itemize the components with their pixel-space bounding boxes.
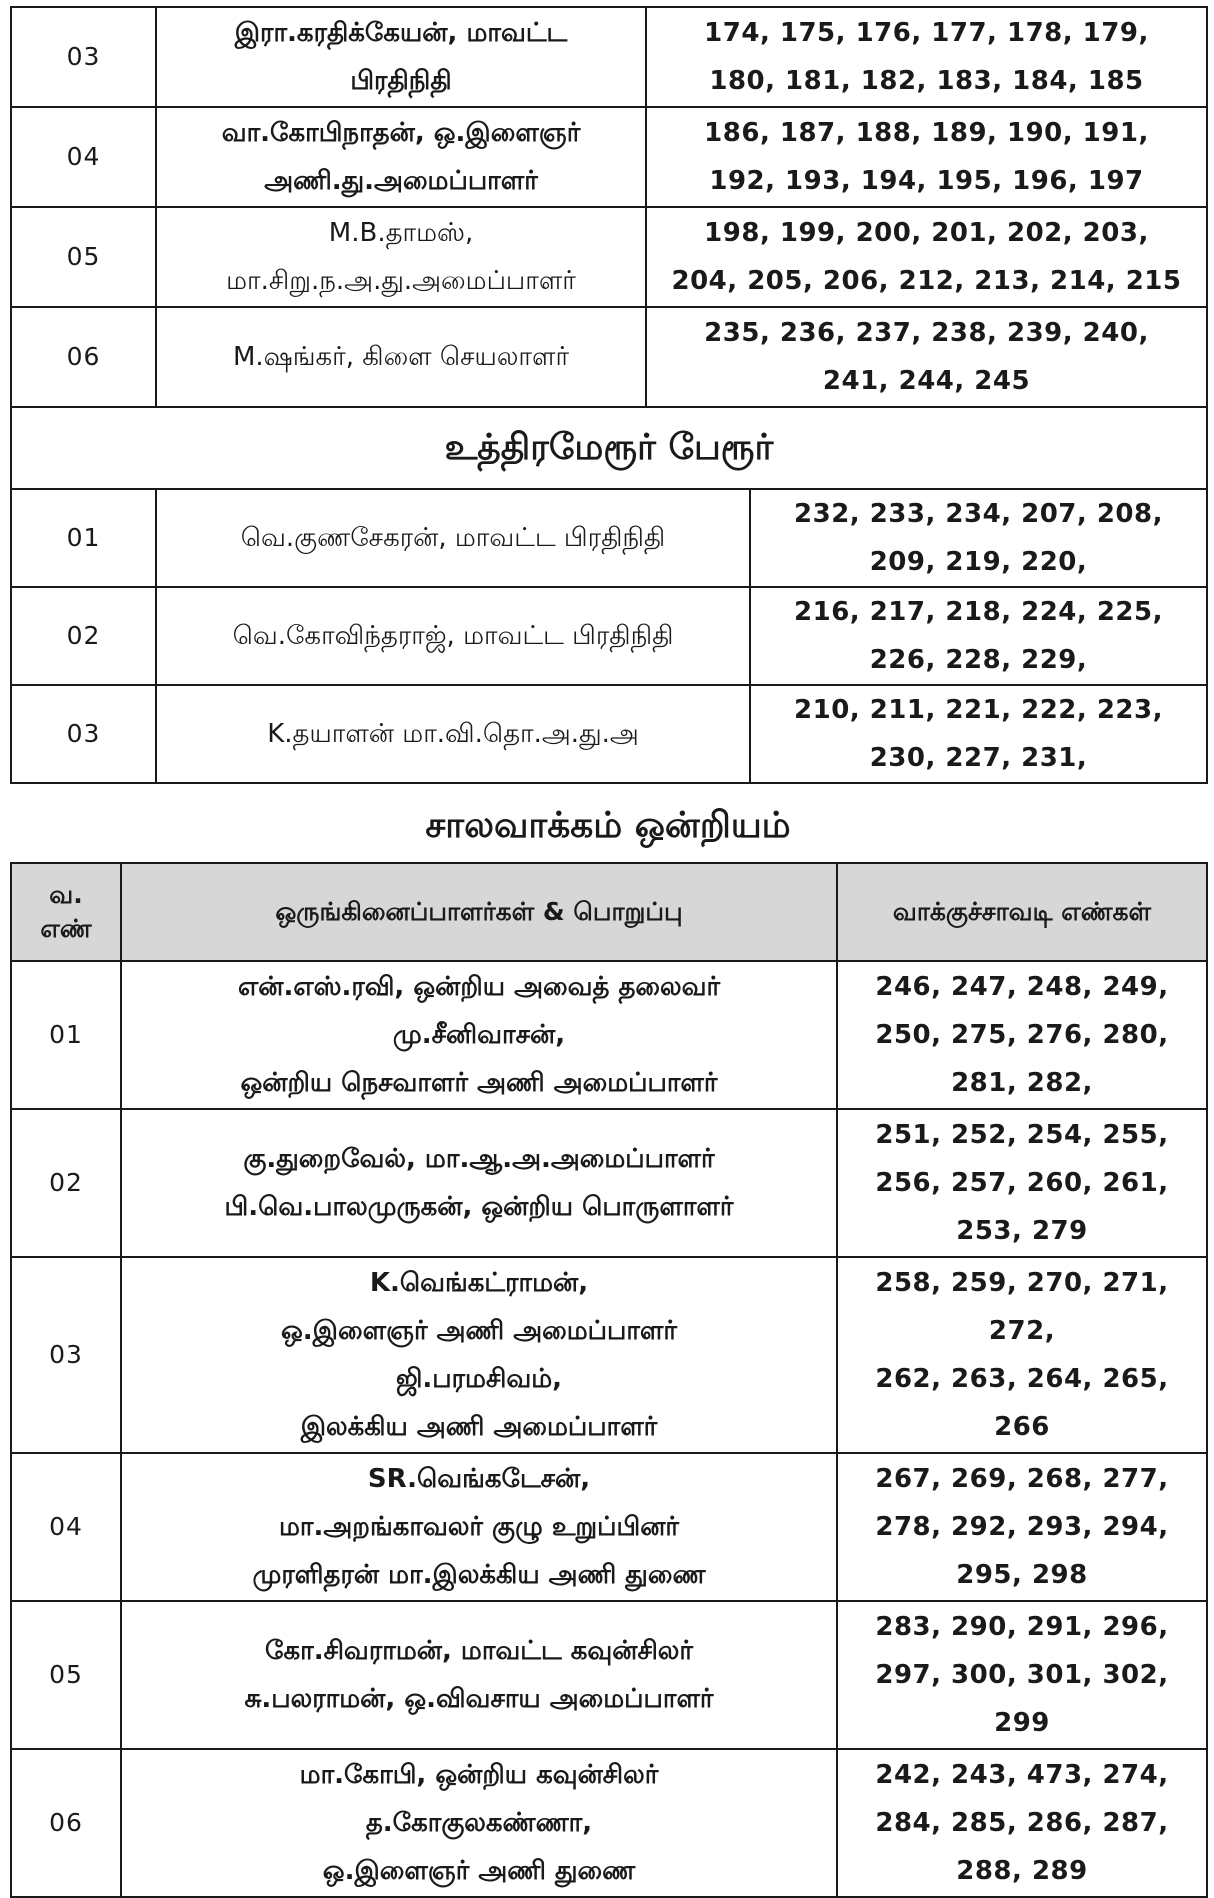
booth-numbers-cell (837, 1109, 1207, 1257)
booth-line: 272, (988, 1316, 1056, 1346)
header-coordinators: ஒருங்கினைப்பாளர்கள் & பொறுப்பு (121, 863, 837, 961)
coordinator-line: அணி.து.அமைப்பாளர் (264, 166, 538, 196)
coordinator-cell (156, 489, 750, 587)
coordinator-cell (156, 685, 750, 783)
booth-line: 232, 233, 234, 207, 208, (794, 499, 1163, 529)
row-number: 02 (11, 587, 156, 685)
table-row (11, 685, 1207, 783)
table-row (11, 1749, 1207, 1897)
coordinator-cell (156, 307, 646, 407)
coordinator-line: பிரதிநிதி (350, 66, 452, 96)
booth-line: 288, 289 (956, 1856, 1088, 1886)
coordinator-line: என்.எஸ்.ரவி, ஒன்றிய அவைத் தலைவர் (237, 972, 721, 1002)
booth-line: 226, 228, 229, (869, 645, 1088, 675)
booth-line: 253, 279 (956, 1216, 1088, 1246)
row-number: 06 (11, 307, 156, 407)
coordinator-line: சு.பலராமன், ஒ.விவசாய அமைப்பாளர் (244, 1684, 714, 1714)
booth-line: 204, 205, 206, 212, 213, 214, 215 (671, 266, 1182, 296)
coordinator-line: மா.அறங்காவலர் குழு உறுப்பினர் (278, 1512, 680, 1542)
coordinator-line: SR.வெங்கடேசன், (367, 1464, 591, 1494)
coordinator-line: வெ.கோவிந்தராஜ், மாவட்ட பிரதிநிதி (232, 621, 674, 651)
table-header-row (11, 863, 1207, 961)
row-number: 03 (11, 7, 156, 107)
table-row (11, 489, 1207, 587)
row-number: 04 (11, 107, 156, 207)
coordinator-line: மா.சிறு.ந.அ.து.அமைப்பாளர் (226, 266, 576, 296)
booth-numbers-cell (646, 107, 1207, 207)
coordinator-line: கோ.சிவராமன், மாவட்ட கவுன்சிலர் (265, 1636, 693, 1666)
header-serial-number (11, 863, 121, 961)
booth-line: 256, 257, 260, 261, (875, 1168, 1169, 1198)
row-number: 01 (11, 961, 121, 1109)
coordinator-cell (121, 1453, 837, 1601)
row-number: 04 (11, 1453, 121, 1601)
coordinator-line: M.ஷங்கர், கிளை செயலாளர் (232, 342, 570, 372)
coordinator-line: இரா.கரதிக்கேயன், மாவட்ட (234, 18, 568, 48)
row-number: 06 (11, 1749, 121, 1897)
booth-line: 295, 298 (956, 1560, 1088, 1590)
booth-numbers-cell (750, 489, 1207, 587)
booth-line: 241, 244, 245 (822, 366, 1031, 396)
booth-line: 283, 290, 291, 296, (875, 1612, 1169, 1642)
booth-numbers-cell (837, 1749, 1207, 1897)
booth-line: 198, 199, 200, 201, 202, 203, (704, 218, 1149, 248)
coordinator-line: த.கோகுலகண்ணா, (365, 1808, 593, 1838)
booth-line: 216, 217, 218, 224, 225, (794, 597, 1163, 627)
table-row (11, 207, 1207, 307)
booth-numbers-cell (837, 1601, 1207, 1749)
coordinator-cell (156, 107, 646, 207)
booth-table-lower (10, 862, 1208, 1898)
booth-line: 192, 193, 194, 195, 196, 197 (709, 166, 1144, 196)
booth-line: 250, 275, 276, 280, (875, 1020, 1169, 1050)
booth-numbers-cell (750, 587, 1207, 685)
booth-line: 299 (994, 1708, 1050, 1738)
table-row (11, 307, 1207, 407)
booth-line: 246, 247, 248, 249, (875, 972, 1169, 1002)
section-title: சாலவாக்கம் ஒன்றியம் (425, 805, 791, 846)
row-number: 01 (11, 489, 156, 587)
row-number: 05 (11, 207, 156, 307)
booth-line: 284, 285, 286, 287, (875, 1808, 1169, 1838)
booth-line: 210, 211, 221, 222, 223, (794, 695, 1163, 725)
coordinator-cell (121, 1601, 837, 1749)
booth-line: 278, 292, 293, 294, (875, 1512, 1169, 1542)
booth-numbers-cell (837, 961, 1207, 1109)
table-row (11, 1601, 1207, 1749)
booth-numbers-cell (837, 1453, 1207, 1601)
booth-line: 235, 236, 237, 238, 239, 240, (704, 318, 1149, 348)
booth-line: 281, 282, (951, 1068, 1093, 1098)
booth-line: 258, 259, 270, 271, (875, 1268, 1169, 1298)
booth-line: 209, 219, 220, (869, 547, 1088, 577)
booth-line: 230, 227, 231, (869, 743, 1088, 773)
booth-table-upper (10, 6, 1208, 784)
coordinator-line: கு.துறைவேல், மா.ஆ.அ.அமைப்பாளர் (243, 1144, 715, 1174)
coordinator-cell (156, 587, 750, 685)
section-title: உத்திரமேரூர் பேரூர் (11, 407, 1207, 489)
coordinator-line: பி.வெ.பாலமுருகன், ஒன்றிய பொருளாளர் (224, 1192, 734, 1222)
coordinator-line: முரளிதரன் மா.இலக்கிய அணி துணை (252, 1560, 706, 1590)
header-line: எண் (40, 914, 92, 943)
booth-line: 297, 300, 301, 302, (875, 1660, 1169, 1690)
booth-numbers-cell (646, 207, 1207, 307)
coordinator-cell (121, 1749, 837, 1897)
header-booth-numbers: வாக்குச்சாவடி எண்கள் (837, 863, 1207, 961)
booth-line: 262, 263, 264, 265, (875, 1364, 1169, 1394)
coordinator-line: வா.கோபிநாதன், ஒ.இளைஞர் (221, 118, 581, 148)
coordinator-line: ஒ.இளைஞர் அணி துணை (322, 1856, 636, 1886)
coordinator-line: ஒன்றிய நெசவாளர் அணி அமைப்பாளர் (240, 1068, 718, 1098)
booth-numbers-cell (646, 307, 1207, 407)
document-page (0, 6, 1214, 1896)
section-header-row (11, 407, 1207, 489)
coordinator-cell (121, 1257, 837, 1453)
coordinator-cell (121, 1109, 837, 1257)
coordinator-line: K.வெங்கட்ராமன், (369, 1268, 589, 1298)
table-row (11, 1109, 1207, 1257)
booth-line: 180, 181, 182, 183, 184, 185 (709, 66, 1144, 96)
booth-line: 242, 243, 473, 274, (875, 1760, 1169, 1790)
coordinator-line: இலக்கிய அணி அமைப்பாளர் (300, 1412, 658, 1442)
coordinator-cell (156, 207, 646, 307)
coordinator-line: K.தயாளன் மா.வி.தொ.அ.து.அ (267, 719, 639, 749)
booth-line: 186, 187, 188, 189, 190, 191, (704, 118, 1149, 148)
booth-line: 174, 175, 176, 177, 178, 179, (704, 18, 1149, 48)
coordinator-line: M.B.தாமஸ், (328, 218, 474, 248)
booth-line: 266 (994, 1412, 1050, 1442)
coordinator-line: மா.கோபி, ஒன்றிய கவுன்சிலர் (299, 1760, 659, 1790)
table-row (11, 107, 1207, 207)
row-number: 02 (11, 1109, 121, 1257)
table-row (11, 7, 1207, 107)
booth-line: 251, 252, 254, 255, (875, 1120, 1169, 1150)
header-line: வ. (49, 880, 83, 909)
row-number: 03 (11, 1257, 121, 1453)
row-number: 05 (11, 1601, 121, 1749)
row-number: 03 (11, 685, 156, 783)
coordinator-cell (156, 7, 646, 107)
table-row (11, 1257, 1207, 1453)
coordinator-line: வெ.குணசேகரன், மாவட்ட பிரதிநிதி (240, 523, 666, 553)
booth-numbers-cell (750, 685, 1207, 783)
coordinator-line: ஒ.இளைஞர் அணி அமைப்பாளர் (281, 1316, 677, 1346)
booth-line: 267, 269, 268, 277, (875, 1464, 1169, 1494)
table-row (11, 961, 1207, 1109)
coordinator-line: மு.சீனிவாசன், (392, 1020, 566, 1050)
coordinator-cell (121, 961, 837, 1109)
coordinator-line: ஜி.பரமசிவம், (395, 1364, 563, 1394)
table-row (11, 1453, 1207, 1601)
booth-numbers-cell (837, 1257, 1207, 1453)
booth-numbers-cell (646, 7, 1207, 107)
table-row (11, 587, 1207, 685)
